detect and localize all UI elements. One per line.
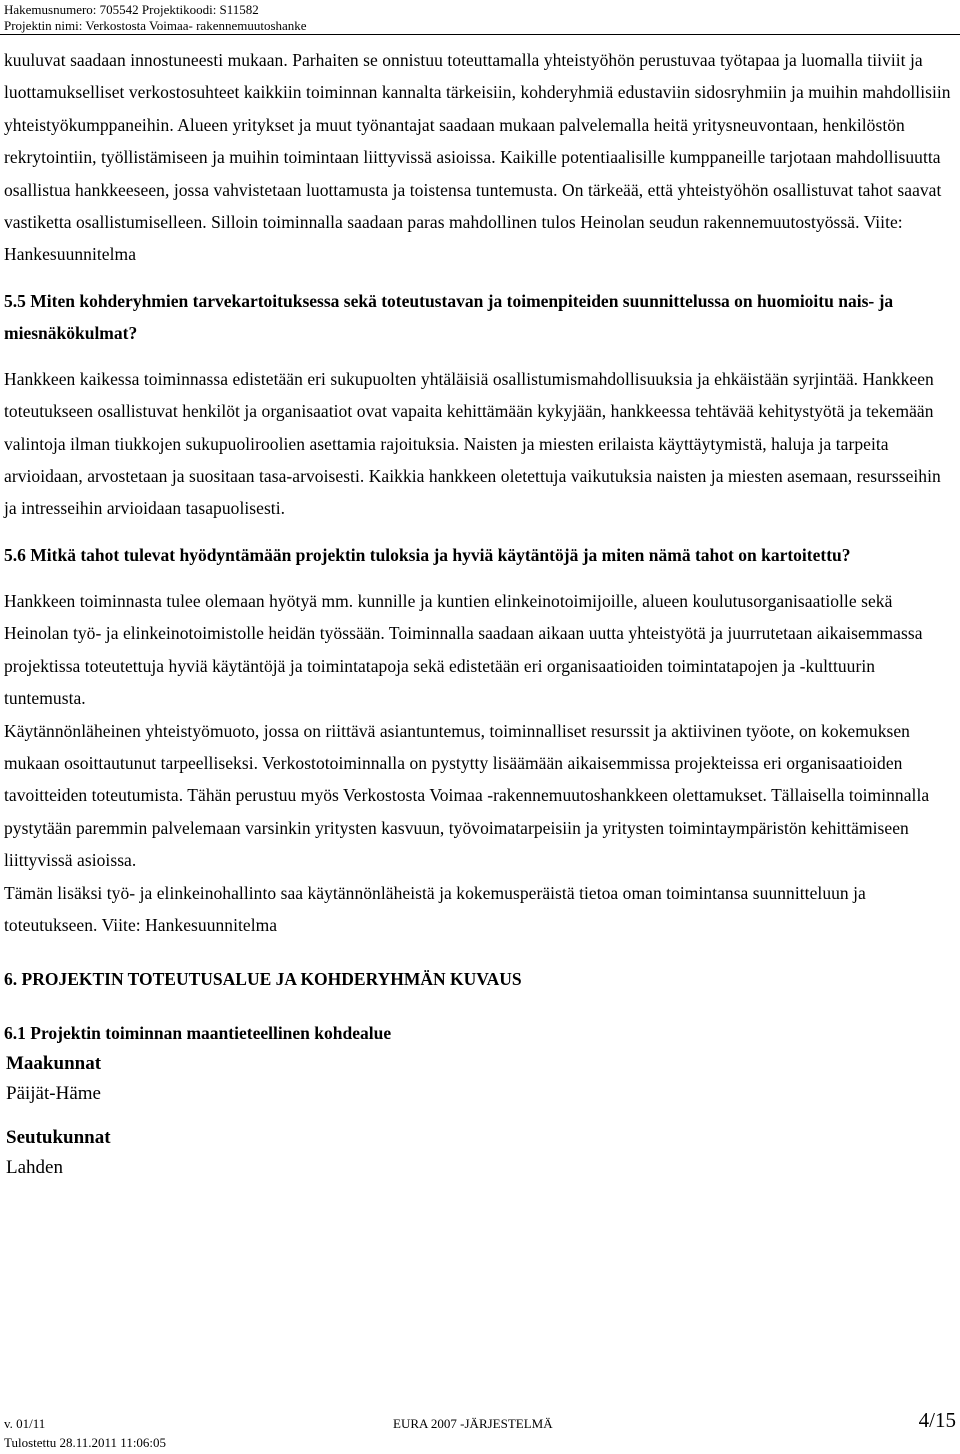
application-number-line: Hakemusnumero: 705542 Projektikoodi: S11582 bbox=[4, 2, 259, 17]
maakunnat-value: Päijät-Häme bbox=[6, 1083, 101, 1105]
project-name-line: Projektin nimi: Verkostosta Voimaa- rakennemuutoshanke bbox=[4, 18, 307, 33]
section-6-1-heading: 6.1 Projektin toiminnan maantieteellinen kohdealue bbox=[4, 1023, 392, 1044]
page-footer bbox=[0, 1404, 960, 1454]
form-version: v. 01/11 bbox=[4, 1416, 46, 1431]
section-5-6-paragraph-1: Hankkeen toiminnasta tulee olemaan hyötyä mm. kunnille ja kuntien elinkeinotoimijoille, alueen koulutusorganisaatiolle sekä Heinolan työ- ja elinkeinotoimistolle heidän työssään. Toiminnalla saadaan aikaan uutta yhteistyötä ja juurrutetaan aikaisemmassa projektissa toteutettuja hyviä käytäntöjä ja toimintatapoja sekä edistetään eri organisaatioiden toimintatapojen ja -kulttuurin tuntemusta. bbox=[4, 590, 923, 709]
page-number: 4/15 bbox=[918, 1408, 956, 1432]
maakunnat-label: Maakunnat bbox=[6, 1053, 102, 1075]
document-body bbox=[4, 44, 956, 1183]
system-name: EURA 2007 -JÄRJESTELMÄ bbox=[393, 1416, 553, 1431]
section-5-5-paragraph: Hankkeen kaikessa toiminnassa edistetään eri sukupuolten yhtäläisiä osallistumismahdollisuuksia ja ehkäistään syrjintää. Hankkeen toteutukseen osallistuvat henkilöt ja organisaatiot ovat vapaita kehittämään kykyjään, hankkeessa tehtävää kehitystyötä ja tekemään valintoja ilman tiukkojen sukupuoliroolien asettamia rajoituksia. Naisten ja miesten erilaista käyttäytymistä, haluja ja tarpeita arvioidaan, arvostetaan ja suositaan tasa-arvoisesti. Kaikkia hankkeen oletettuja vaikutuksia naisten ja miesten asemaan, resursseihin ja intresseihin arvioidaan tasapuolisesti. bbox=[4, 368, 941, 519]
section-5-6-paragraph-2: Käytännönläheinen yhteistyömuoto, jossa on riittävä asiantuntemus, toiminnalliset resurssit ja aktiivinen työote, on kokemuksen mukaan osoittautunut tarpeelliseksi. Verkostotoiminnalla on pystytty lisäämään aikaisemmissa projekteissa eri organisaatioiden tavoitteiden toteutumista. Tähän perustuu myös Verkostosta Voimaa -rakennemuutoshankkeen olettamukset. Tällaisella toiminnalla pystytään paremmin palvelemaan varsinkin yritysten kasvuun, työvoimatarpeisiin ja yritysten toimintaympäristön kehittämiseen liittyvissä asioissa. bbox=[4, 720, 930, 871]
intro-paragraph: kuuluvat saadaan innostuneesti mukaan. Parhaiten se onnistuu toteuttamalla yhteistyöhön perustuvaa työtapaa ja luomalla tiiviit ja luottamukselliset verkostosuhteet kaikkiin toiminnan kannalta tärkeisiin, kohderyhmiä edustaviin sidosryhmiin ja muihin mahdollisiin yhteistyökumppaneihin. Alueen yritykset ja muut työnantajat saadaan mukaan palvelemalla heitä yritysneuvontaan, henkilöstön rekrytointiin, työllistämiseen ja muihin toimintaan liittyvissä asioissa. Kaikille potentiaalisille kumppaneille tarjotaan mahdollisuutta osallistua hankkeeseen, jossa vahvistetaan luottamusta ja toistensa tuntemusta. On tärkeää, että yhteistyöhön osallistuvat tahot saavat vastiketta osallistumiselleen. Silloin toiminnalla saadaan paras mahdollinen tulos Heinolan seudun rakennemuutostyössä. Viite: Hankesuunnitelma bbox=[4, 50, 951, 265]
page-header bbox=[4, 2, 307, 34]
header-divider bbox=[0, 34, 960, 35]
seutukunnat-value: Lahden bbox=[6, 1157, 63, 1179]
section-6-heading: 6. PROJEKTIN TOTEUTUSALUE JA KOHDERYHMÄN KUVAUS bbox=[4, 969, 522, 990]
section-5-6-paragraph-3: Tämän lisäksi työ- ja elinkeinohallinto saa käytännönläheistä ja kokemusperäistä tietoa oman toimintansa suunnitteluun ja toteutukseen. Viite: Hankesuunnitelma bbox=[4, 882, 866, 935]
seutukunnat-label: Seutukunnat bbox=[6, 1127, 111, 1149]
section-5-6-heading: 5.6 Mitkä tahot tulevat hyödyntämään projektin tuloksia ja hyviä käytäntöjä ja miten nämä tahot on kartoitettu? bbox=[4, 544, 851, 565]
printed-timestamp: Tulostettu 28.11.2011 11:06:05 bbox=[4, 1435, 167, 1450]
section-5-5-heading: 5.5 Miten kohderyhmien tarvekartoituksessa sekä toteutustavan ja toimenpiteiden suunnittelussa on huomioitu nais- ja miesnäkökulmat? bbox=[4, 290, 894, 343]
